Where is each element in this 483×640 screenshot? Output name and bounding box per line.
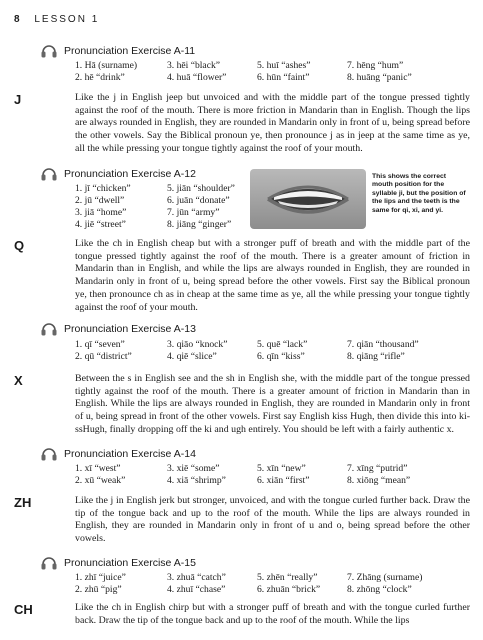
- exercise-title: Pronunciation Exercise A-15: [64, 557, 196, 569]
- exercise-item: 5. jiān “shoulder”: [167, 183, 235, 194]
- headphones-icon: [40, 555, 58, 571]
- exercise-item: 5. zhēn “really”: [257, 572, 318, 583]
- photo-caption: This shows the correct mouth position for the syllable ji, but the position of the lips and the teeth is the same for qi, xi, and yi.: [372, 173, 466, 214]
- exercise-item: 4. jiē “street”: [75, 219, 126, 230]
- section-text-ch: Like the ch in English chirp but with a stronger puff of breath and with the tongue curled further back. Draw the tip of the tongue back and up to the roof of the mouth. While the lips: [75, 602, 470, 626]
- exercise-a11-items: [75, 60, 457, 84]
- headphones-icon: [40, 43, 58, 59]
- section-letter-ch: CH: [14, 602, 33, 617]
- exercise-title: Pronunciation Exercise A-13: [64, 323, 196, 335]
- exercise-a14-heading: [40, 446, 196, 462]
- page-header: [14, 14, 99, 25]
- exercise-item: 6. qīn “kiss”: [257, 351, 305, 362]
- exercise-item: 8. huāng “panic”: [347, 72, 412, 83]
- exercise-item: 2. xū “weak”: [75, 475, 126, 486]
- section-letter-zh: ZH: [14, 495, 32, 510]
- exercise-item: 7. hēng “hum”: [347, 60, 404, 71]
- section-text-q: Like the ch in English cheap but with a stronger puff of breath and with the middle part of the tongue pressed tightly against the roof of the mouth. There is a greater amount of friction in Mandarin than in English, and while the lips are always rounded in English, they are rounded in Mandarin only in front of u, being spread before the other vowels. First say the Biblical pronoun ye, then pronounce ch as in cheap at the same time as ye, all the while pressing your tongue tightly against the roof of your mouth.: [75, 238, 470, 313]
- exercise-a13-items: [75, 339, 457, 363]
- headphones-icon: [40, 321, 58, 337]
- mouth-position-photo: [250, 169, 366, 229]
- exercise-item: 8. xiōng “mean”: [347, 475, 411, 486]
- exercise-item: 2. jū “dwell”: [75, 195, 125, 206]
- exercise-item: 6. xiān “first”: [257, 475, 310, 486]
- exercise-item: 8. zhōng “clock”: [347, 584, 412, 595]
- exercise-item: 5. xīn “new”: [257, 463, 306, 474]
- exercise-item: 3. zhuā “catch”: [167, 572, 226, 583]
- exercise-a13-heading: [40, 321, 196, 337]
- exercise-item: 7. Zhāng (surname): [347, 572, 423, 583]
- exercise-item: 6. hūn “faint”: [257, 72, 310, 83]
- exercise-item: 1. zhī “juice”: [75, 572, 126, 583]
- exercise-a11-heading: [40, 43, 195, 59]
- exercise-item: 5. quē “lack”: [257, 339, 308, 350]
- exercise-item: 2. zhū “pig”: [75, 584, 122, 595]
- exercise-item: 2. qū “district”: [75, 351, 132, 362]
- headphones-icon: [40, 446, 58, 462]
- exercise-item: 3. xiē “some”: [167, 463, 220, 474]
- page-number: 8: [14, 14, 20, 25]
- exercise-item: 6. juān “donate”: [167, 195, 230, 206]
- exercise-a12-heading: [40, 166, 196, 182]
- exercise-a14-items: [75, 463, 457, 487]
- headphones-icon: [40, 166, 58, 182]
- section-letter-x: X: [14, 373, 23, 388]
- exercise-item: 7. jūn “army”: [167, 207, 220, 218]
- exercise-item: 8. jiāng “ginger”: [167, 219, 232, 230]
- section-text-j: Like the j in English jeep but unvoiced and with the middle part of the tongue pressed tightly against the roof of the mouth. There is more friction in Mandarin than in English. Though the lips are always rounded in English, they are rounded in Mandarin only in front of u, being spread before the other vowels. Say the Biblical pronoun ye, then pronounce j as in jeep at the same time as ye, all the while pressing your tongue tightly against the roof of your mouth.: [75, 92, 470, 154]
- exercise-item: 8. qiāng “rifle”: [347, 351, 405, 362]
- exercise-item: 3. jiā “home”: [75, 207, 127, 218]
- exercise-item: 3. qiāo “knock”: [167, 339, 228, 350]
- exercise-item: 3. hēi “black”: [167, 60, 221, 71]
- exercise-item: 7. xīng “putrid”: [347, 463, 408, 474]
- exercise-a12-items: [75, 183, 257, 231]
- section-letter-q: Q: [14, 238, 25, 253]
- exercise-a15-items: [75, 572, 457, 596]
- exercise-item: 4. qiē “slice”: [167, 351, 217, 362]
- exercise-item: 4. xiā “shrimp”: [167, 475, 226, 486]
- exercise-item: 1. qī “seven”: [75, 339, 125, 350]
- exercise-item: 1. jī “chicken”: [75, 183, 131, 194]
- exercise-item: 1. Hā (surname): [75, 60, 138, 71]
- exercise-item: 6. zhuān “brick”: [257, 584, 321, 595]
- exercise-item: 4. huā “flower”: [167, 72, 227, 83]
- exercise-item: 7. qiān “thousand”: [347, 339, 419, 350]
- section-letter-j: J: [14, 92, 22, 107]
- exercise-title: Pronunciation Exercise A-14: [64, 448, 196, 460]
- lesson-label: LESSON 1: [34, 14, 100, 25]
- section-text-zh: Like the j in English jerk but stronger, unvoiced, and with the tongue curled further back. Draw the tip of the tongue back and up to the roof of the mouth. While the lips are always rounded in English, they are rounded in Mandarin only in front of u and o, being spread before the other vowels.: [75, 495, 470, 545]
- exercise-title: Pronunciation Exercise A-12: [64, 168, 196, 180]
- exercise-item: 4. zhuī “chase”: [167, 584, 226, 595]
- exercise-item: 2. hē “drink”: [75, 72, 125, 83]
- exercise-item: 1. xī “west”: [75, 463, 121, 474]
- exercise-item: 5. huī “ashes”: [257, 60, 311, 71]
- section-text-x: Between the s in English see and the sh in English she, with the middle part of the tongue pressed tightly against the roof of the mouth. There is a greater amount of friction in Mandarin than in English. While the lips are always rounded in English, they are rounded in Mandarin only in front of u, being spread in front of the other vowels. First say English kiss Hugh, then divide this into ki-ssHugh, finally dropping off the ki and ugh entirely. You should be left with a fairly authentic x.: [75, 373, 470, 435]
- exercise-a15-heading: [40, 555, 196, 571]
- exercise-title: Pronunciation Exercise A-11: [64, 45, 196, 57]
